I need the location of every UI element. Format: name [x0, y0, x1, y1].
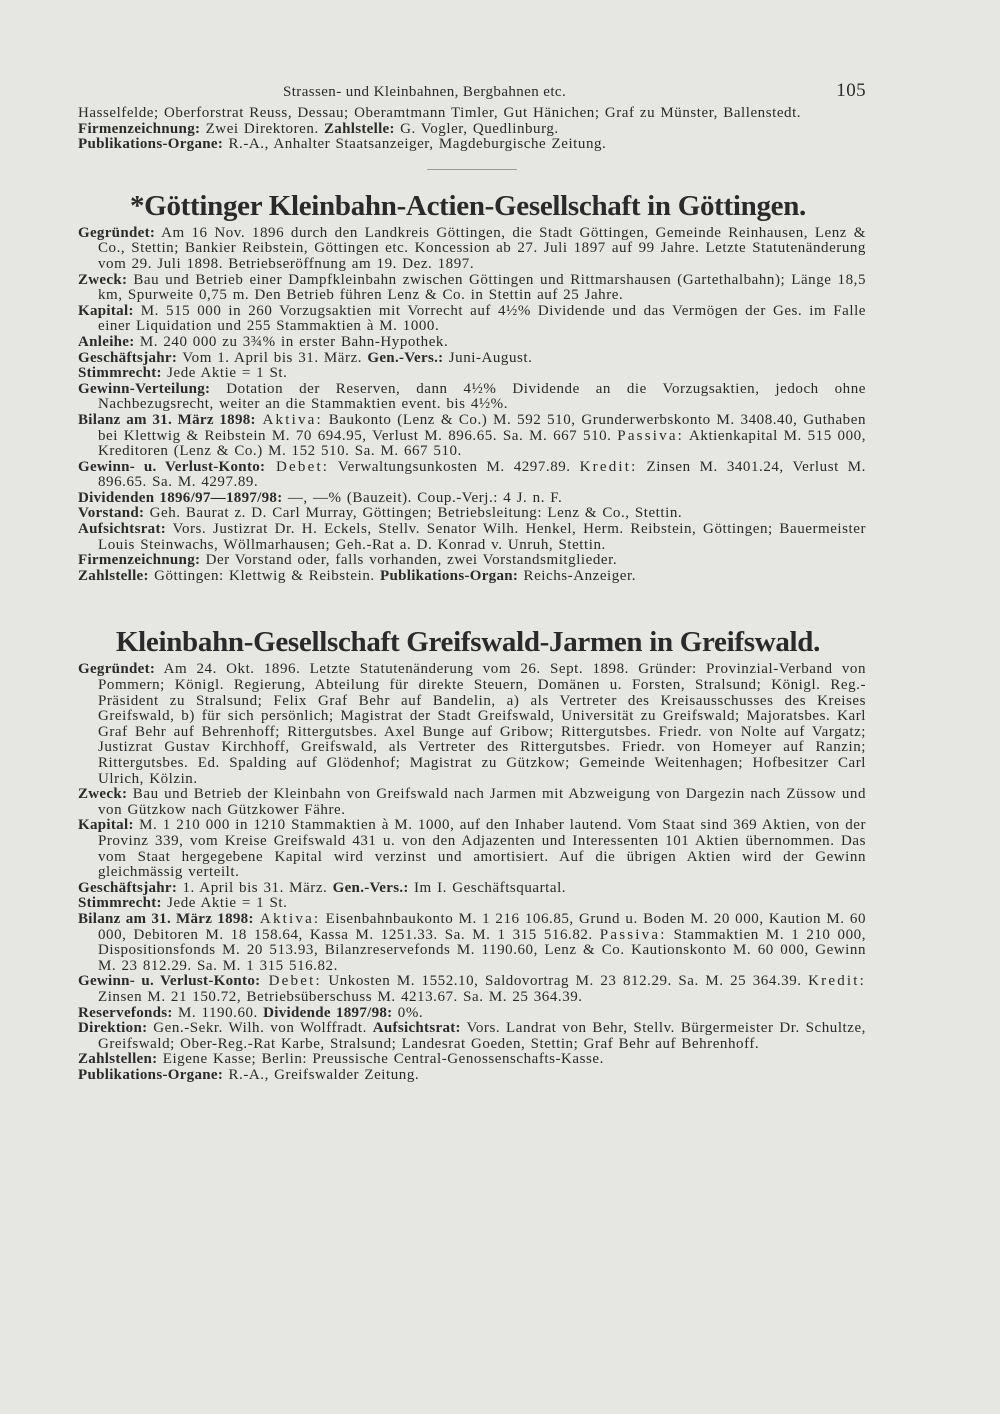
entry-text: M. 1190.60. [172, 1004, 264, 1021]
entry-paragraph [78, 1068, 866, 1084]
entry-paragraph [78, 506, 866, 522]
entry-label: Aufsichtsrat: [78, 521, 167, 538]
entry-paragraph [78, 413, 866, 460]
entry-text: Im I. Geschäftsquartal. [408, 879, 567, 896]
entry-paragraph [78, 273, 866, 304]
company-title: *Göttinger Kleinbahn-Actien-Gesellschaft in Göttingen. [129, 189, 807, 222]
entry-text: M. 240 000 zu 3¾% in erster Bahn-Hypothek. [134, 333, 449, 350]
entry-paragraph [78, 787, 866, 818]
entry-label: Kapital: [78, 817, 134, 834]
account-label: Passiva: [617, 427, 685, 444]
document-body [78, 106, 866, 1083]
entry-paragraph [78, 460, 866, 491]
entry-paragraph [78, 137, 866, 153]
entry-text: M. 515 000 in 260 Vorzugsaktien mit Vorrecht auf 4½% Dividende und das Vermögen der Ges. im Falle einer Liquidation und 255 Stammaktien à M. 1000. [98, 302, 866, 335]
entry-text: Am 16 Nov. 1896 durch den Landkreis Göttingen, die Stadt Göttingen, Gemeinde Reinhausen, Lenz & Co., Stettin; Bankier Reibstein, Göttingen etc. Koncession ab 27. Juli 1897 auf 99 Jahre. Letzte Statutenänderung vom 29. Juli 1898. Betriebseröffnung am 19. Dez. 1897. [98, 224, 866, 272]
entry-paragraph [78, 351, 866, 367]
company-section [78, 106, 866, 153]
entry-label: Zahlstelle: [324, 120, 395, 137]
entry-paragraph [78, 366, 866, 382]
entry-text: M. 1 210 000 in 1210 Stammaktien à M. 1000, auf den Inhaber lautend. Vom Staat sind 369 Aktien, von der Provinz 339, vom Kreise Greifswald 431 u. von den Adjazenten und Interessenten 101 Aktien übernommen. Das vom Staat hergegebene Kapital wird verzinst und amortisiert. Auf die übrigen Aktien wird der Gewinn gleichmässig verteilt. [98, 817, 866, 881]
entry-paragraph [78, 662, 866, 787]
entry-label: Gegründet: [78, 661, 156, 678]
entry-label: Gen.-Vers.: [367, 349, 444, 366]
account-label: Kredit: [579, 458, 638, 475]
entry-paragraph [78, 226, 866, 273]
account-label: Debet: [265, 458, 330, 475]
entry-label: Aufsichtsrat: [372, 1020, 461, 1037]
entry-text: Göttingen: Klettwig & Reibstein. [148, 567, 380, 584]
entry-text: Aktienkapital M. 515 000, Kreditoren (Lenz & Co.) M. 152 510. Sa. M. 667 510. [98, 427, 866, 460]
entry-label: Publikations-Organe: [78, 1066, 224, 1083]
entry-paragraph [78, 304, 866, 335]
entry-text: R.-A., Greifswalder Zeitung. [223, 1066, 420, 1083]
entry-text: Jede Aktie = 1 St. [161, 365, 288, 382]
entry-text: 0%. [392, 1004, 424, 1021]
entry-label: Gen.-Vers.: [332, 879, 409, 896]
entry-paragraph [78, 569, 866, 585]
entry-label: Firmenzeichnung: [78, 120, 201, 137]
entry-label: Gewinn-Verteilung: [78, 380, 211, 397]
entry-label: Stimmrecht: [78, 365, 162, 382]
entry-paragraph [78, 912, 866, 974]
entry-text: R.-A., Anhalter Staatsanzeiger, Magdeburgische Zeitung. [223, 136, 607, 153]
entry-text: Verwaltungsunkosten M. 4297.89. [329, 458, 580, 475]
account-label: Passiva: [599, 926, 667, 943]
entry-text: Zwei Direktoren. [200, 120, 324, 137]
entry-text: Baukonto (Lenz & Co.) M. 592 510, Grunderwerbskonto M. 3408.40, Guthaben bei Klettwig & Reibstein M. 70 694.95, Verlust M. 896.65. Sa. M. 667 510. [98, 411, 866, 444]
entry-text: Bau und Betrieb der Kleinbahn von Greifswald nach Jarmen mit Abzweigung von Dargezin nach Züssow und von Gützkow nach Gützkower Fähre. [98, 786, 866, 818]
entry-label: Gewinn- u. Verlust-Konto: [78, 458, 266, 475]
entry-label: Geschäftsjahr: [78, 879, 178, 896]
entry-text: Juni-August. [443, 349, 533, 366]
entry-label: Gegründet: [78, 224, 156, 241]
running-header [78, 80, 866, 106]
document-page [78, 80, 866, 1083]
entry-text: Geh. Baurat z. D. Carl Murray, Göttingen; Betriebsleitung: Lenz & Co., Stettin. [144, 505, 683, 522]
running-title: Strassen- und Kleinbahnen, Bergbahnen etc. [283, 84, 567, 100]
entry-text: Gen.-Sekr. Wilh. von Wolffradt. [147, 1020, 373, 1037]
entry-label: Bilanz am 31. März 1898: [78, 411, 256, 428]
entry-label: Stimmrecht: [78, 895, 162, 912]
entry-label: Reservefonds: [78, 1004, 173, 1021]
entry-text: Stammaktien M. 1 210 000, Dispositionsfonds M. 20 513.93, Bilanzreservefonds M. 1190.60, Lenz & Co. Kautionskonto M. 60 000, Gewinn M. 23 812.29. Sa. M. 1 315 516.82. [98, 926, 866, 974]
entry-text: —, —% (Bauzeit). Coup.-Verj.: 4 J. n. F. [282, 489, 563, 506]
company-title: Kleinbahn-Gesellschaft Greifswald-Jarmen in Greifswald. [115, 626, 821, 659]
entry-paragraph [78, 491, 866, 507]
entry-label: Gewinn- u. Verlust-Konto: [78, 973, 261, 990]
entry-paragraph [78, 382, 866, 413]
entry-text: Am 24. Okt. 1896. Letzte Statutenänderung vom 26. Sept. 1898. Gründer: Provinzial-Verband von Pommern; Königl. Regierung, Abteilung für direkte Steuern, Domänen u. Forsten, Stralsund; Königl. Reg.-Präsident zu Stralsund; Felix Graf Behr auf Bandelin, a) als Vertreter des Kreisausschusses des Kreises Greifswald, b) für sich persönlich; Magistrat der Stadt Greifswald, Universität zu Greifswald; Majoratsbes. Karl Graf Behr auf Behrenhoff; Rittergutsbes. Axel Bunge auf Gribow; Rittergutsbes. Friedr. von Nolte auf Vargatz; Justizrat Gustav Kirchhoff, Greifswald, als Vertreter des Rittergutsbes. Friedr. von Homeyer auf Ranzin; Rittergutsbes. Ed. Spalding auf Glödenhof; Magistrat zu Gützkow; Gemeinde Weitenhagen; Hofbesitzer Carl Ulrich, Kölzin. [98, 661, 866, 787]
entry-paragraph [78, 896, 866, 912]
entry-text: Bau und Betrieb einer Dampfkleinbahn zwischen Göttingen und Rittmarshausen (Gartethalbahn); Länge 18,5 km, Spurweite 0,75 m. Den Betrieb führen Lenz & Co. in Stettin auf 25 Jahre. [98, 271, 866, 304]
entry-paragraph [78, 122, 866, 138]
entry-label: Vorstand: [78, 505, 145, 522]
entry-text: G. Vogler, Quedlinburg. [394, 120, 559, 137]
account-label: Debet: [260, 973, 322, 990]
page-number: 105 [836, 80, 866, 101]
entry-label: Dividende 1897/98: [263, 1004, 393, 1021]
entry-label: Direktion: [78, 1020, 148, 1037]
entry-text: Zinsen M. 3401.24, Verlust M. 896.65. Sa. M. 4297.89. [98, 458, 866, 491]
entry-paragraph [78, 818, 866, 880]
entry-paragraph [78, 1052, 866, 1068]
company-section [78, 169, 866, 585]
account-label: Aktiva: [253, 910, 321, 927]
entry-text: Hasselfelde; Oberforstrat Reuss, Dessau; Oberamtmann Timler, Gut Hänichen; Graf zu Münster, Ballenstedt. [78, 105, 802, 121]
entry-text: Vors. Landrat von Behr, Stellv. Bürgermeister Dr. Schultze, Greifswald; Ober-Reg.-Rat Karbe, Stralsund; Landesrat Goeden, Stettin; Graf Behr auf Behrenhoff. [98, 1020, 866, 1052]
entry-paragraph [78, 553, 866, 569]
entry-paragraph [78, 881, 866, 897]
entry-label: Publikations-Organ: [379, 567, 519, 584]
entry-text: Der Vorstand oder, falls vorhanden, zwei Vorstandsmitglieder. [200, 552, 618, 569]
entry-label: Zweck: [78, 271, 128, 288]
entry-label: Bilanz am 31. März 1898: [78, 910, 254, 927]
entry-paragraph [78, 335, 866, 351]
entry-text: Reichs-Anzeiger. [518, 567, 637, 584]
entry-text: Vom 1. April bis 31. März. [177, 349, 368, 366]
entry-label: Zahlstellen: [78, 1051, 158, 1068]
entry-label: Zweck: [78, 786, 128, 803]
entry-text: Eigene Kasse; Berlin: Preussische Central-Genossenschafts-Kasse. [157, 1051, 604, 1068]
entry-paragraph [78, 1021, 866, 1052]
entry-label: Geschäftsjahr: [78, 349, 178, 366]
entry-label: Dividenden 1896/97—1897/98: [78, 489, 283, 506]
entry-text: Jede Aktie = 1 St. [161, 895, 288, 912]
entry-paragraph [78, 1006, 866, 1022]
account-label: Aktiva: [255, 411, 323, 428]
account-label: Kredit: [808, 973, 867, 990]
entry-paragraph [78, 106, 866, 122]
entry-label: Zahlstelle: [78, 567, 149, 584]
entry-label: Anleihe: [78, 333, 135, 350]
entry-text: Zinsen M. 21 150.72, Betriebsüberschuss M. 4213.67. Sa. M. 25 364.39. [98, 988, 583, 1005]
entry-text: Eisenbahnbaukonto M. 1 216 106.85, Grund u. Boden M. 20 000, Kaution M. 60 000, Debitoren M. 18 158.64, Kassa M. 1251.33. Sa. M. 1 315 516.82. [98, 910, 867, 943]
entry-paragraph [78, 974, 866, 1005]
entry-text: Vors. Justizrat Dr. H. Eckels, Stellv. Senator Wilh. Henkel, Herm. Reibstein, Göttingen; Bauermeister Louis Steinwachs, Wöllmarhausen; Geh.-Rat a. D. Konrad v. Unruh, Stettin. [98, 521, 866, 553]
entry-text: 1. April bis 31. März. [177, 879, 333, 896]
entry-label: Kapital: [78, 302, 134, 319]
entry-text: Dotation der Reserven, dann 4½% Dividende an die Vorzugsaktien, jedoch ohne Nachbezugsrecht, weiter an die Stammaktien event. bis 4½%. [98, 380, 866, 413]
entry-label: Firmenzeichnung: [78, 552, 201, 569]
company-section [78, 624, 866, 1083]
section-divider [427, 169, 517, 170]
entry-label: Publikations-Organe: [78, 136, 224, 153]
entry-text: Unkosten M. 1552.10, Saldovortrag M. 23 812.29. Sa. M. 25 364.39. [321, 973, 809, 990]
entry-paragraph [78, 522, 866, 553]
